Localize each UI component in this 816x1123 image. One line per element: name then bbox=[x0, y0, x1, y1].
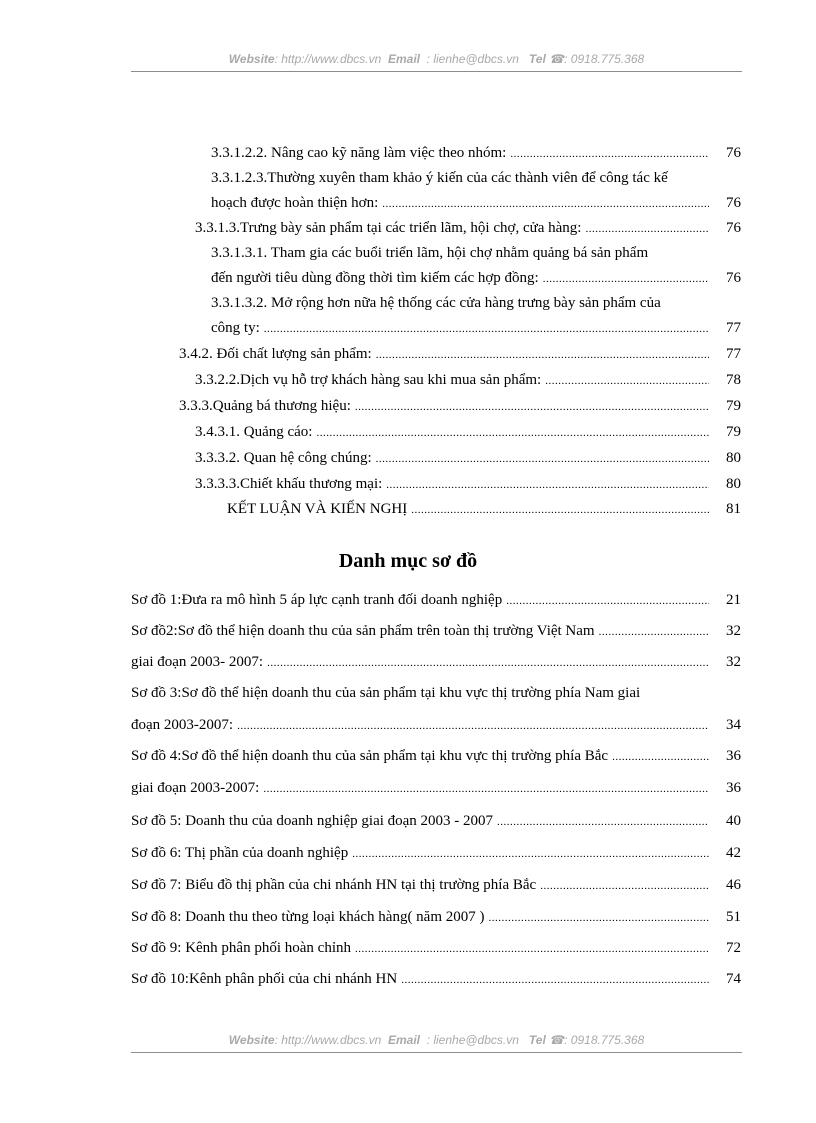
toc-entry: 3.4.3.1. Quảng cáo: ..... 79 bbox=[195, 420, 741, 444]
page-header bbox=[131, 52, 742, 66]
header-rule bbox=[131, 71, 742, 72]
toc-entry: 3.3.1.2.2. Nâng cao kỹ năng làm việc theo nhóm: ..... 76 bbox=[211, 141, 741, 165]
website-label: Website bbox=[228, 1033, 275, 1047]
toc-entry: 3.3.2.2.Dịch vụ hỗ trợ khách hàng sau khi mua sản phẩm: ..... 78 bbox=[195, 368, 741, 392]
toc-entry: 3.4.2. Đối chất lượng sản phẩm: ..... 77 bbox=[179, 342, 741, 366]
toc-entry: 3.3.3.Quảng bá thương hiệu: ..... 79 bbox=[179, 394, 741, 418]
toc-entry: hoạch được hoàn thiện hơn: ..... 76 bbox=[211, 191, 741, 215]
phone-icon: ☎ bbox=[549, 52, 565, 66]
footer-rule bbox=[131, 1052, 742, 1053]
toc-entry: 3.3.1.3.Trưng bày sản phẩm tại các triển lãm, hội chợ, cửa hàng: ..... 76 bbox=[195, 216, 741, 240]
website-label: Website bbox=[228, 52, 275, 66]
email-label: Email bbox=[387, 52, 420, 66]
diagram-entry: Sơ đồ 9: Kênh phân phối hoàn chỉnh ..... 72 bbox=[131, 936, 741, 960]
diagram-entry: đoạn 2003-2007: ..... 34 bbox=[131, 713, 741, 737]
diagram-entry: Sơ đồ 7: Biểu đồ thị phần của chi nhánh HN tại thị trường phía Bắc ..... 46 bbox=[131, 873, 741, 897]
diagram-entry: giai đoạn 2003- 2007: ..... 32 bbox=[131, 650, 741, 674]
diagram-entry: Sơ đồ2:Sơ đồ thể hiện doanh thu của sản phẩm trên toàn thị trường Việt Nam ..... 32 bbox=[131, 619, 741, 643]
diagram-list-title: Danh mục sơ đồ bbox=[338, 550, 478, 572]
diagram-entry: Sơ đồ 1:Đưa ra mô hình 5 áp lực cạnh tranh đối doanh nghiệp ..... 21 bbox=[131, 588, 741, 612]
toc-entry: 3.3.1.3.2. Mở rộng hơn nữa hệ thống các cửa hàng trưng bày sản phẩm của bbox=[211, 295, 661, 311]
diagram-entry: Sơ đồ 4:Sơ đồ thể hiện doanh thu của sản phẩm tại khu vực thị trường phía Bắc ..... 36 bbox=[131, 744, 741, 768]
tel-value: : 0918.775.368 bbox=[564, 52, 645, 66]
email-label: Email bbox=[387, 1033, 420, 1047]
tel-label: Tel bbox=[528, 52, 546, 66]
website-url: : http://www.dbcs.vn bbox=[274, 1033, 382, 1047]
page-footer bbox=[131, 1033, 742, 1047]
diagram-entry: Sơ đồ 3:Sơ đồ thể hiện doanh thu của sản phẩm tại khu vực thị trường phía Nam giai bbox=[131, 685, 641, 701]
email-value: : lienhe@dbcs.vn bbox=[426, 52, 519, 66]
tel-label: Tel bbox=[528, 1033, 546, 1047]
toc-entry: KẾT LUẬN VÀ KIẾN NGHỊ ..... 81 bbox=[227, 497, 741, 521]
diagram-entry: Sơ đồ 8: Doanh thu theo từng loại khách hàng( năm 2007 ) ..... 51 bbox=[131, 905, 741, 929]
diagram-entry: Sơ đồ 6: Thị phần của doanh nghiệp ..... 42 bbox=[131, 841, 741, 865]
toc-entry: 3.3.1.3.1. Tham gia các buổi triển lãm, hội chợ nhằm quảng bá sản phẩm bbox=[211, 245, 649, 261]
tel-value: : 0918.775.368 bbox=[564, 1033, 645, 1047]
toc-entry: 3.3.3.2. Quan hệ công chúng: ..... 80 bbox=[195, 446, 741, 470]
toc-entry: 3.3.1.2.3.Thường xuyên tham khảo ý kiến của các thành viên để công tác kế bbox=[211, 170, 668, 186]
diagram-entry: Sơ đồ 5: Doanh thu của doanh nghiệp giai đoạn 2003 - 2007 ..... 40 bbox=[131, 809, 741, 833]
toc-entry: đến người tiêu dùng đồng thời tìm kiếm các hợp đồng: ..... 76 bbox=[211, 266, 741, 290]
email-value: : lienhe@dbcs.vn bbox=[426, 1033, 519, 1047]
toc-entry: 3.3.3.3.Chiết khấu thương mại: ..... 80 bbox=[195, 472, 741, 496]
phone-icon: ☎ bbox=[549, 1033, 565, 1047]
diagram-entry: giai đoạn 2003-2007: ..... 36 bbox=[131, 776, 741, 800]
toc-entry: công ty: ..... 77 bbox=[211, 316, 741, 340]
website-url: : http://www.dbcs.vn bbox=[274, 52, 382, 66]
diagram-entry: Sơ đồ 10:Kênh phân phối của chi nhánh HN ..... 74 bbox=[131, 967, 741, 991]
